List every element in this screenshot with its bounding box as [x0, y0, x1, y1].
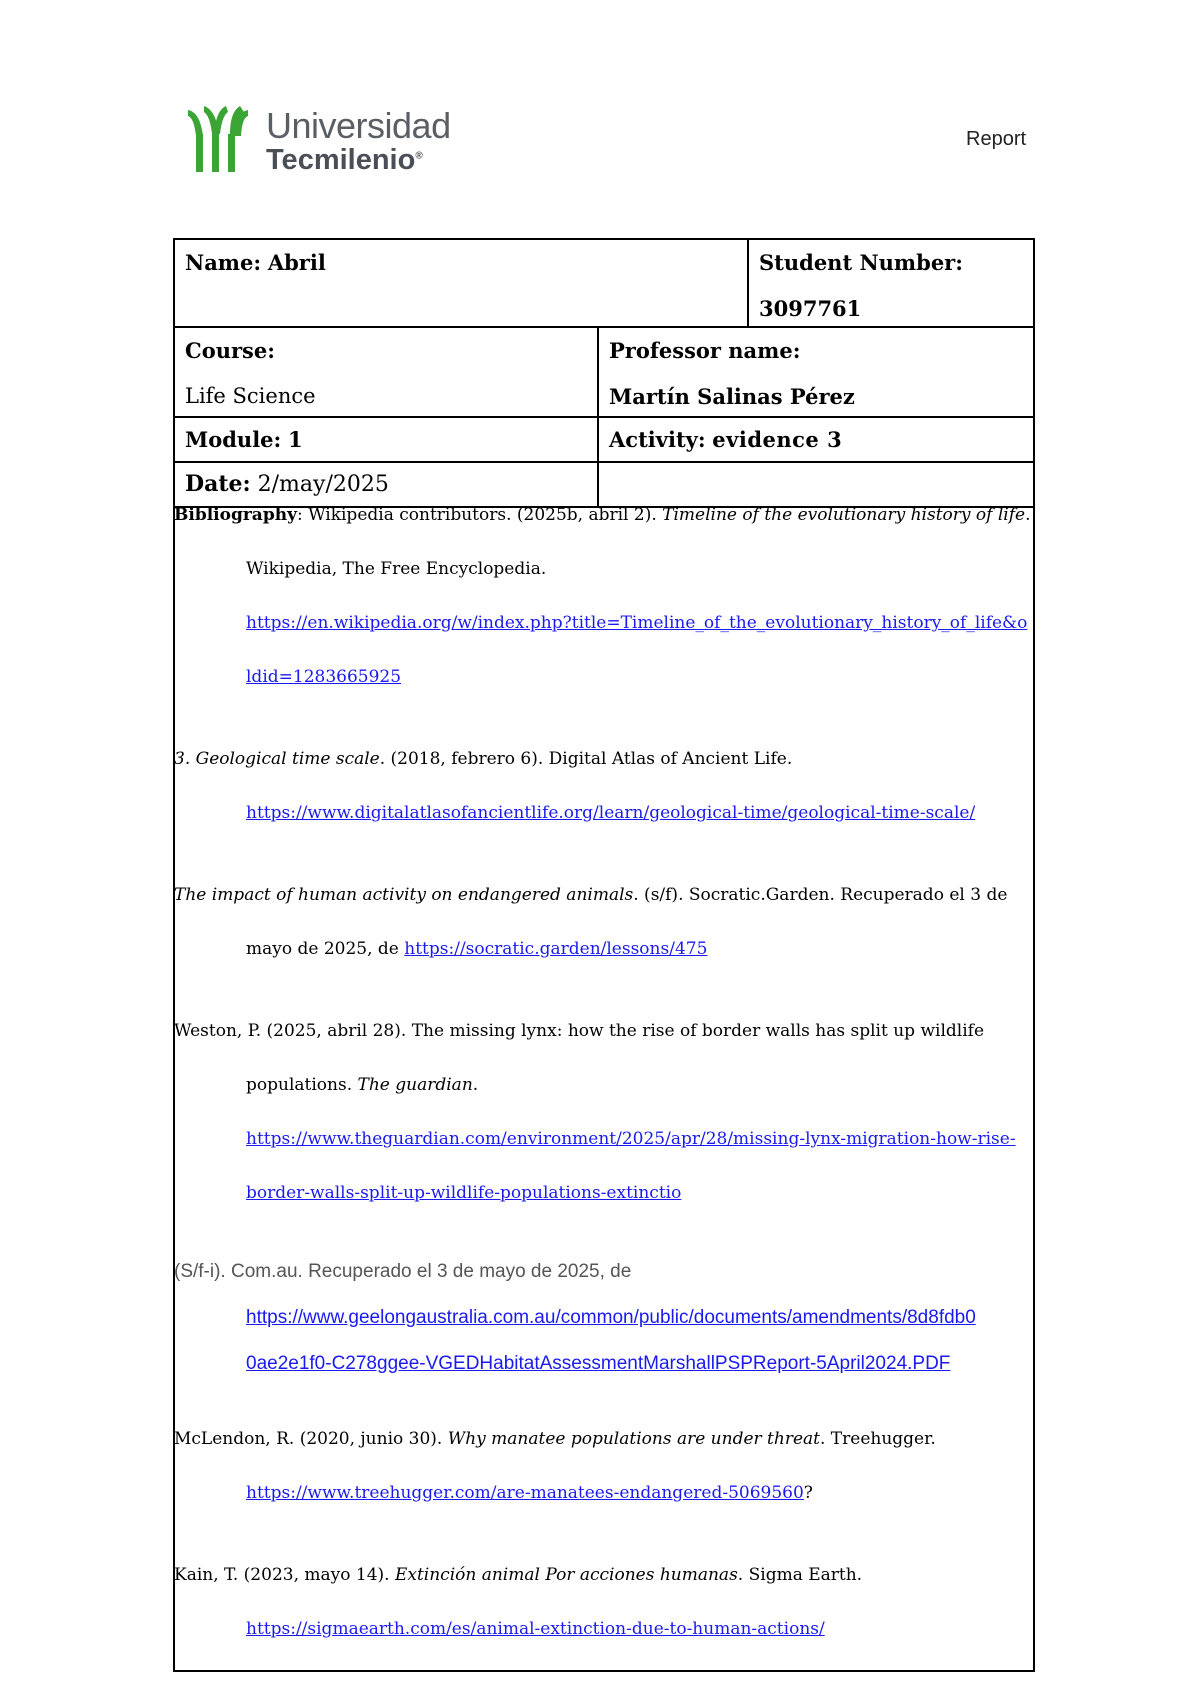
course-value: Life Science	[185, 384, 316, 408]
bib-link-treehugger[interactable]: https://www.treehugger.com/are-manatees-endangered-5069560	[246, 1483, 804, 1503]
bibliography-label: Bibliography	[174, 505, 297, 525]
bib-link-geological[interactable]: https://www.digitalatlasofancientlife.org/learn/geological-time/geological-time-scale/	[246, 803, 976, 823]
bib-link-geelong[interactable]: https://www.geelongaustralia.com.au/common/public/documents/amendments/8d8fdb0	[246, 1307, 976, 1328]
name-value: Abril	[267, 250, 326, 275]
professor-value: Martín Salinas Pérez	[609, 384, 855, 409]
bib-link-geelong-cont[interactable]: 0ae2e1f0-C278ggee-VGEDHabitatAssessmentMarshallPSPReport-5April2024.PDF	[246, 1353, 951, 1374]
logo-text-universidad: Universidad	[266, 105, 451, 146]
professor-cell	[599, 328, 1033, 420]
course-label: Course:	[185, 338, 275, 363]
bib-link-wikipedia[interactable]: https://en.wikipedia.org/w/index.php?title=Timeline_of_the_evolutionary_history_of_life&o	[246, 613, 1028, 633]
module-label: Module:	[185, 427, 282, 452]
module-cell	[175, 417, 597, 463]
date-value: 2/may/2025	[257, 472, 389, 497]
student-number-cell	[749, 240, 1033, 332]
module-value: 1	[287, 427, 303, 452]
activity-cell	[599, 417, 1033, 463]
bib-link-sigma[interactable]: https://sigmaearth.com/es/animal-extinction-due-to-human-actions/	[246, 1619, 825, 1639]
activity-label: Activity:	[609, 427, 706, 452]
date-label: Date:	[185, 471, 251, 497]
course-cell	[175, 328, 597, 419]
bib-link-guardian[interactable]: https://www.theguardian.com/environment/2025/apr/28/missing-lynx-migration-how-rise-	[246, 1129, 1016, 1149]
name-label: Name:	[185, 250, 262, 275]
report-label: Report	[966, 128, 1027, 150]
name-cell	[175, 240, 747, 286]
bib-link-socratic[interactable]: https://socratic.garden/lessons/475	[404, 939, 708, 959]
bib-link-wikipedia-cont[interactable]: ldid=1283665925	[246, 667, 402, 687]
activity-value: evidence 3	[712, 427, 843, 452]
university-logo	[186, 100, 456, 180]
student-number-value: 3097761	[759, 296, 862, 321]
date-cell	[175, 462, 1033, 507]
bib-link-guardian-cont[interactable]: border-walls-split-up-wildlife-populations-extinctio	[246, 1183, 682, 1203]
professor-label: Professor name:	[609, 338, 801, 363]
logo-text-tecmilenio: Tecmilenio®	[266, 144, 423, 176]
student-number-label: Student Number:	[759, 250, 964, 275]
logo-leaf-icon	[186, 104, 258, 176]
